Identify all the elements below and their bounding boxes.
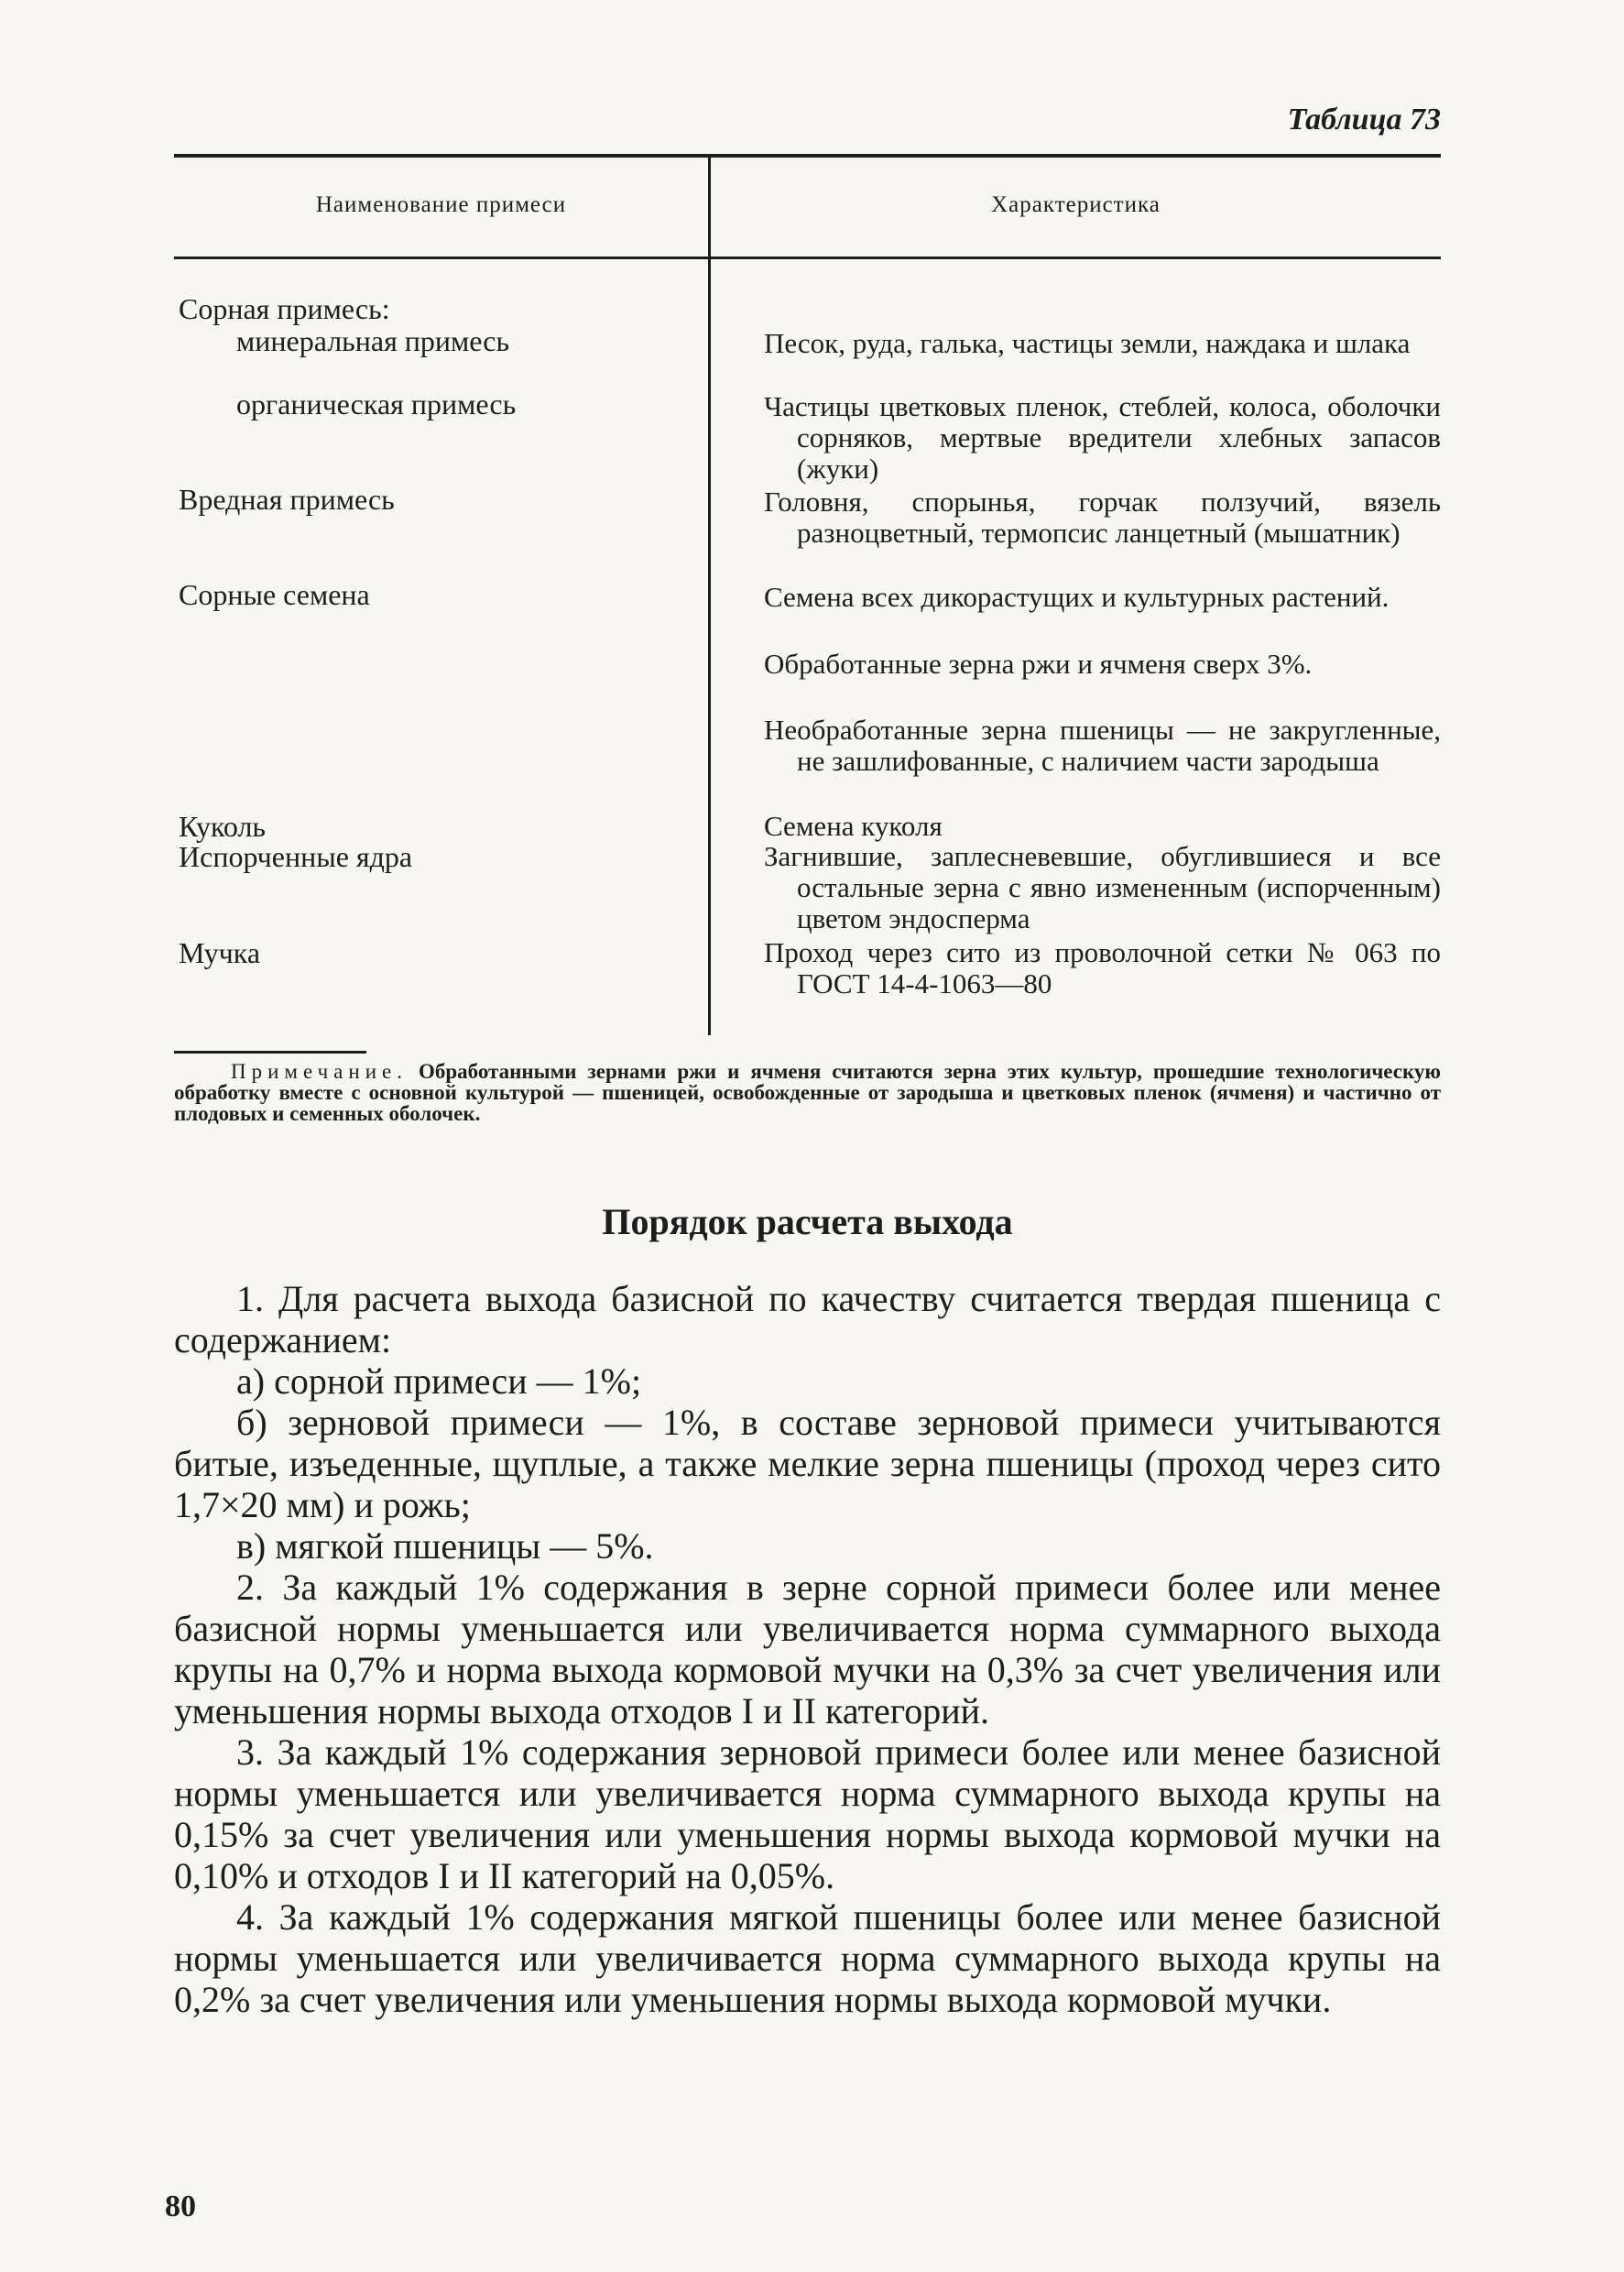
paragraph: а) сорной примеси — 1%; [236,1360,642,1402]
table-row-name: органическая примесь [236,388,517,421]
column-header-name: Наименование примеси [315,192,567,217]
table-row-desc: Проход через сито из проволочной сетки № 063 по ГОСТ 14-4-1063—80 [764,936,1441,999]
table-row-desc: Частицы цветковых пленок, стеблей, колоса, оболочки сорняков, мертвые вредители хлебных запасов (жуки) [764,390,1441,485]
table-row-desc: Семена куколя [764,810,943,842]
table-row-name: Куколь [179,810,266,843]
table-row-desc: Загнившие, заплесневевшие, обуглившиеся и все остальные зерна с явно измененным (испорченным) цветом эндосперма [764,840,1441,934]
table-header-rule [174,257,1441,259]
table-row-name: Испорченные ядра [179,840,413,873]
body-text [174,1278,1441,2020]
note-label: Примечание. [231,1060,408,1083]
page-number: 80 [165,2190,196,2223]
table-top-rule [174,154,1441,158]
table-row-name: Вредная примесь [179,483,395,516]
column-header-characteristic: Характеристика [991,192,1161,217]
paragraph: 4. За каждый 1% содержания мягкой пшеницы более или менее базисной нормы уменьшается или увеличивается норма суммарного выхода крупы на 0,2% за счет увеличения или уменьшения нормы выхода кормовой мучки. [174,1896,1441,2020]
table-row-name: минеральная примесь [236,324,510,357]
table-row-name: Сорная примесь: [179,292,390,325]
table-caption: Таблица 73 [1287,103,1441,137]
table-row-desc: Обработанные зерна ржи и ячменя сверх 3%. [764,648,1313,680]
paragraph: 3. За каждый 1% содержания зерновой примеси более или менее базисной нормы уменьшается или увеличивается норма суммарного выхода крупы на 0,15% за счет увеличения или уменьшения нормы выхода кормовой мучки на 0,10% и отходов I и II категорий на 0,05%. [174,1731,1441,1896]
paragraph: б) зерновой примеси — 1%, в составе зерновой примеси учитываются битые, изъеденные, щуплые, а также мелкие зерна пшеницы (проход через сито 1,7×20 мм) и рожь; [174,1402,1441,1525]
table-row-name: Сорные семена [179,578,370,611]
table-note [174,1061,1441,1124]
note-text: Обработанными зернами ржи и ячменя считаются зерна этих культур, прошедшие технологическую обработку вместе с основной культурой — пшеницей, освобожденные от зародыша и цветковых пленок (ячменя) и частично от плодовых и семенных оболочек. [174,1060,1442,1125]
paragraph: 2. За каждый 1% содержания в зерне сорной примеси более или менее базисной нормы уменьшается или увеличивается норма суммарного выхода крупы на 0,7% и норма выхода кормовой мучки на 0,3% за счет увеличения или уменьшения нормы выхода отходов I и II категорий. [174,1567,1441,1731]
section-title: Порядок расчета выхода [602,1201,1013,1242]
table-row-name: Мучка [179,936,261,969]
table-row-desc: Песок, руда, галька, частицы земли, наждака и шлака [764,327,1411,359]
paragraph: в) мягкой пшеницы — 5%. [236,1525,654,1567]
table-row-desc: Головня, спорынья, горчак ползучий, вязель разноцветный, термопсис ланцетный (мышатник) [764,486,1441,549]
paragraph: 1. Для расчета выхода базисной по качеству считается твердая пшеница с содержанием: [174,1278,1441,1360]
table-row-desc: Семена всех дикорастущих и культурных растений. [764,581,1390,613]
table-row-desc: Необработанные зерна пшеницы — не закругленные, не зашлифованные, с наличием части зародыша [764,714,1441,777]
table-column-divider [708,158,711,1035]
footnote-rule [174,1051,366,1054]
